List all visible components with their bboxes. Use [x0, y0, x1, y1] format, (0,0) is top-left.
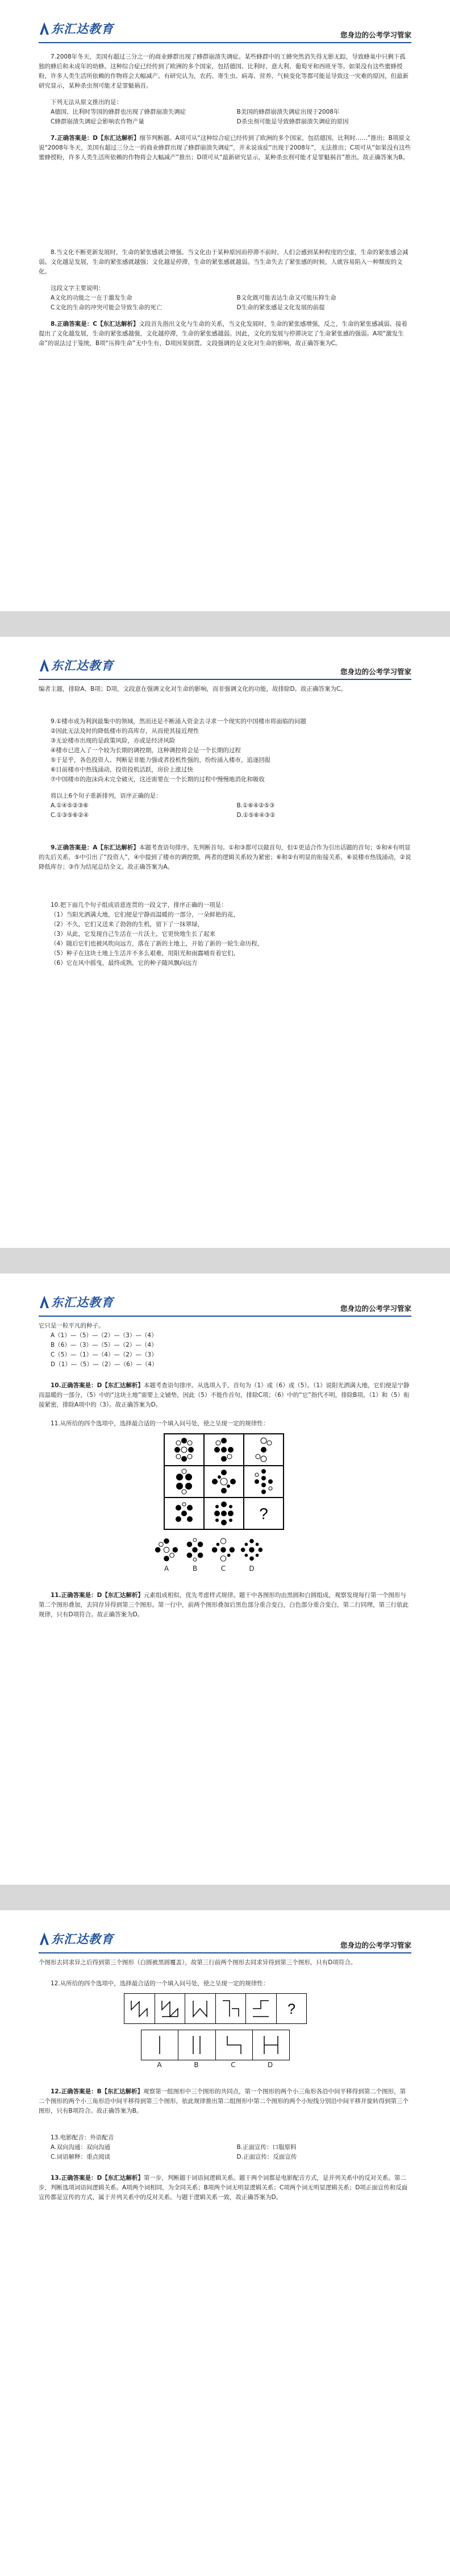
q9-answer-label: 9.正确答案是：A【东汇达解析】: [51, 844, 139, 851]
q10-answer-label: 10.正确答案是：D【东汇达解析】: [51, 1382, 144, 1389]
q12-option-figure: [141, 2030, 178, 2060]
q9-item: ⑥目前楼市中热钱涌动，投资投机活跃，房价上涨过快: [51, 766, 193, 773]
q12-cell: [185, 1994, 216, 2023]
page-header: [39, 653, 411, 680]
q11-label-b: B: [192, 1565, 198, 1573]
logo: [39, 1293, 114, 1311]
circles-pattern-icon: [239, 1537, 265, 1563]
q11-option-figure: [181, 1536, 209, 1564]
logo: [39, 19, 114, 38]
q9-item: ③无论楼市出现的是政策风险，亦或是经济风险: [51, 737, 176, 744]
q9-explanation: 本题考查语句排序。先判断首句。①和③都可以做首句，但①更适合作为引出话题的首句；⑤和④有明显的先后关系，⑤中引出了“投资人”，④中提到了楼市的调控期，两者的逻辑关系较为紧密；⑥和②有明显的衔接关系，⑥说楼市热钱涌动，②说降低库存；③作为结尾总结全文。故正确答案为A。: [39, 844, 411, 870]
line-shape-icon: [260, 2034, 282, 2056]
q9-item: ④楼市已进入了一个较为长期的调控期，这种调控将会是一个长期的过程: [51, 747, 241, 754]
q10-option-b: B（6）—（3）—（5）—（2）—（4）: [51, 1342, 157, 1349]
q12-explanation: 观察第一组图形中三个图形的共同点，第一个图形的两个小三角形各沿中间平移得到第二个图形，第二个图形的两个小三角形沿中间平移得到第三个图形，依此规律推出第二组图形中第二个图形的两个小短线分别沿中间平移并旋转得到第三个图形，只有B项符合。故正确答案为B。: [39, 2088, 409, 2114]
q11-cell: [164, 1434, 204, 1466]
q9-question: 将以上6个句子重新排列，语序正确的是：: [51, 793, 162, 799]
q11-label-c: C: [220, 1565, 226, 1573]
circles-pattern-icon: [210, 1500, 238, 1527]
q12-figure-row: [124, 1993, 307, 2024]
line-shape-icon: [223, 2034, 245, 2056]
q11-option-figures: [152, 1536, 411, 1564]
q12-label-b: B: [194, 2061, 199, 2069]
q11-cell: [204, 1498, 244, 1529]
q12-option-figure: [178, 2030, 215, 2060]
q10-option-c: C（5）—（1）—（4）—（2）—（3）: [51, 1351, 157, 1358]
q10-item: （2）不久，它们又送来了勃勃的生机，留下了一抹翠绿，: [51, 921, 204, 928]
q9-text: 9.①楼市成为利润最集中的领域，然而还是不断涌入资金去寻求一个现实的中国楼市将面临的问题: [51, 718, 306, 725]
q7-option-d: D杀虫剂可能是导致蜂群崩溃失调症的原因: [236, 118, 349, 125]
circles-pattern-icon: [170, 1436, 198, 1463]
document-page-1: [0, 0, 450, 611]
circles-pattern-icon: [210, 1468, 238, 1495]
line-shape-icon: [249, 1997, 272, 2020]
carry-text: 它只是一粒平凡的种子。: [39, 1322, 105, 1329]
page-header: [39, 1289, 411, 1317]
header-slogan: 您身边的公考学习管家: [340, 1941, 411, 1949]
q9-item: ⑤于是乎，各色投资人、判断是非能力强或者投机性强的，纷纷涌入楼市，追逐回报: [51, 757, 271, 764]
q9-item: ②因此无法及时的降低楼市的高库存，从而使其接近理性: [51, 728, 199, 735]
q8-text: 8.当文化不断更新发展时，生命的紧张感就会增强。当文化由于某种原因而停滞不前时，人们会感到某种程度的空虚，生命的紧张感会减弱。文化越是发展，生命的紧张感就越强；文化越是停滞，生命的紧张感就越弱。当生命失去了紧张感的时候，人就容易陷入一种颓废的文化。: [39, 249, 409, 275]
header-slogan: 您身边的公考学习管家: [340, 667, 411, 676]
document-page-4: [0, 1910, 450, 2576]
q8-answer-label: 8.正确答案是：C【东汇达解析】: [51, 321, 139, 327]
q11-option-figure: [152, 1536, 181, 1564]
q13-text: 13.电影配音：外语配音: [51, 2134, 114, 2141]
logo: [39, 1930, 114, 1948]
q13-options: [39, 2143, 411, 2162]
q12-answer: [39, 2087, 411, 2116]
logo-text: 东汇达教育: [51, 1295, 114, 1309]
line-shape-icon: [189, 1997, 211, 2020]
q9-item: ⑦中国楼市的泡沫尚未完全破灭，这还需要在一个长期的过程中慢慢地消化和吸收: [51, 776, 265, 783]
circles-pattern-icon: [170, 1500, 198, 1527]
q10-answer: [39, 1381, 411, 1410]
q9-option-c: C.①③⑤⑥②④: [51, 812, 89, 819]
header-slogan: 您身边的公考学习管家: [340, 1304, 411, 1313]
q10-item: （6）它在风中摇曳，最终成熟，它的种子随风飘向远方: [51, 960, 198, 966]
page-header: [39, 16, 411, 43]
circles-pattern-icon: [153, 1537, 180, 1563]
q8-option-d: D生命的紧张感是文化发展的前提: [236, 304, 325, 311]
q12-option-figure: [216, 2030, 253, 2060]
document-page-3: [0, 1274, 450, 1885]
q7-explanation: 细节判断题。A项可从“这种综合症已经传到了欧洲的多个国家，包括德国、比利时……”推出；B项原文说“2008年冬天，美国有超过三分之一的商业蜂群出现了蜂群崩溃失调症”，并未说该症“出现于2008年”，无法推出；C项可从“如果没有这些蜜蜂授粉，许多人类生活所依赖的作物将会大幅减产”推出；D项可从“最新研究显示，某种杀虫剂可能才是罪魁祸首”推出。故正确答案为B。: [39, 135, 411, 161]
q7-text: 7.2008年冬天，美国有超过三分之一的商业蜂群出现了蜂群崩溃失调症。某些蜂群中的工蜂突然消失得无影无踪，导致蜂巢中只剩下孤独的蜂后和未成年的幼蜂。这种综合症已经传到了欧洲的多个国家，包括德国、比利时、意大利、葡萄牙和西班牙等。如果没有这些蜜蜂授粉，许多人类生活所依赖的作物将会大幅减产。有研究认为，农药、寄生虫、病毒、营养、气候变化等都可能是导致这一灾难的原因，但最新研究显示，某种杀虫剂可能才是罪魁祸首。: [39, 53, 409, 89]
q10-options: [39, 1331, 411, 1370]
q7-answer: [39, 134, 411, 163]
q12-cell: [155, 1994, 186, 2023]
circles-pattern-icon: [250, 1436, 277, 1463]
q11-cell: [204, 1434, 244, 1466]
q7-options: [39, 107, 411, 127]
q10-item: （4）随后它们也被风吹向远方，落在了新的土地上，开始了新的一轮生命历程，: [51, 940, 264, 947]
line-shape-icon: [185, 2034, 208, 2056]
q11-figure-grid: [164, 1433, 284, 1530]
circles-pattern-icon: [250, 1468, 277, 1495]
q12-option-figure: [253, 2030, 289, 2060]
q10-option-a: A（1）—（5）—（2）—（3）—（4）: [51, 1332, 157, 1339]
q13-option-a: A.双向沟通：双向沟通: [51, 2144, 110, 2151]
q12-label-c: C: [231, 2061, 236, 2069]
carry-text: 编者主题，排除A、B项；D项，文段意在强调文化对生命的影响，而非强调文化的功能，故排除D。故正确答案为C。: [39, 686, 347, 692]
line-shape-icon: [128, 1997, 151, 2020]
q7-answer-label: 7.正确答案是：D【东汇达解析】: [51, 135, 140, 142]
q7-question: 下列无法从原文推出的是：: [51, 99, 122, 106]
q8-option-b: B文化既可能表达生命又可能压抑生命: [236, 294, 336, 301]
q7-option-a: A德国、比利时等国的蜂群也出现了蜂群崩溃失调症: [51, 109, 186, 115]
q9-answer: [39, 843, 411, 872]
q11-answer: [39, 1591, 411, 1620]
q9-options: [39, 801, 411, 820]
q11-option-figure: [209, 1536, 238, 1564]
q13-answer-label: 13.正确答案是：D【东汇达解析】: [51, 2175, 144, 2181]
q12-option-figures: [141, 2030, 290, 2060]
q8-option-a: A文化的功能之一在于激发生命: [51, 294, 132, 301]
q9-option-b: B.①⑥④②⑤③: [236, 802, 275, 809]
q10-text: 10.把下面几个句子组成语意连贯的一段文字，排序正确的一项是：: [51, 902, 227, 909]
q11-explanation: 元素组成相似，优先考虑样式规律。题干中各图形均由黑圆和白圆组成，观察发现每行第一个图形与第二个图形叠加，去同存异得到第三个图形。第一行中，前两个图形叠加后黑色部分重合变白，白色部分重合变白，第二行同理，第三行依此规律，只有D项符合。故正确答案为D。: [39, 1592, 409, 1618]
q11-cell: [244, 1434, 284, 1466]
q11-question-cell: [244, 1498, 284, 1529]
q8-answer: [39, 320, 411, 349]
q7-option-c: C蜂群崩溃失调症会影响农作物产量: [51, 118, 144, 125]
q7-option-b: B美国的蜂群崩溃失调症出现于2008年: [236, 109, 340, 115]
circles-pattern-icon: [182, 1537, 208, 1563]
q11-label-d: D: [249, 1565, 255, 1573]
logo-icon: [39, 658, 50, 673]
logo-text: 东汇达教育: [51, 658, 114, 673]
q10-item: （5）种子在这块土地上生活并不多么艰难，用阳光和雨露哺育着它们，: [51, 950, 240, 957]
question-mark-icon: [281, 1998, 302, 2019]
q11-answer-label: 11.正确答案是：D【东汇达解析】: [51, 1592, 144, 1599]
document-page-2: [0, 637, 450, 1248]
q12-text: 12.从所给的四个选项中，选择最合适的一个填入问号处，使之呈现一定的规律性：: [51, 1980, 269, 1987]
page-header: [39, 1926, 411, 1953]
q8-question: 这段文字主要说明：: [51, 285, 105, 292]
q10-explanation: 本题考查语句排序。从选项入手，首句为（1）或（6）或（5）。（1）说阳光洒满大地，它们便是宁静而温暖的一部分，（5）中的“这块土地”需要上文铺垫，因此（5）不能作首句，排除C项；（6）中的“它”指代不明，排除B项。（1）和（5）衔接紧密，排除A项中的（3）。故正确答案为D。: [39, 1382, 410, 1408]
svg-text:?: ?: [287, 2001, 295, 2017]
q8-explanation: 文段首先指出文化与生命的关系，当文化发展时，生命的紧张感增强，反之，生命的紧张感减弱。接着提出了文化越发展，生命的紧张感越强，文化越停滞，生命的紧张感越弱。因此，文化的发展与停滞决定了生命紧张感的强弱。A项“激发生命”的说法过于笼统，B项“压抑生命”无中生有，D项因果倒置。文段强调的是文化对生命的影响，故正确答案为C。: [39, 321, 407, 347]
q13-answer: [39, 2173, 411, 2202]
question-mark-icon: [252, 1502, 275, 1525]
logo-text: 东汇达教育: [51, 1932, 114, 1946]
q10-option-d: D（1）—（5）—（2）—（6）—（4）: [51, 1361, 158, 1368]
q13-option-c: C.词语解释：重点阅读: [51, 2154, 111, 2160]
circles-pattern-icon: [170, 1468, 198, 1495]
circles-pattern-icon: [210, 1436, 238, 1463]
header-slogan: 您身边的公考学习管家: [340, 31, 411, 39]
line-shape-icon: [148, 2034, 171, 2056]
q11-option-figure: [238, 1536, 266, 1564]
q12-cell: [216, 1994, 247, 2023]
q9-option-a: A.①④⑤②③⑥: [51, 802, 89, 809]
q11-cell: [244, 1466, 284, 1498]
q8-options: [39, 293, 411, 313]
q11-label-a: A: [164, 1565, 169, 1573]
q10-item: （1）当阳光洒满大地，它们便是宁静而温暖的一部分，一朵鲜艳的花，: [51, 911, 240, 918]
q12-question-cell: [277, 1994, 307, 2023]
logo-icon: [39, 1295, 50, 1309]
q13-option-b: B.正面宣传：口服原料: [236, 2144, 297, 2151]
q11-text: 11.从所给的四个选项中，选择最合适的一个填入问号处，使之呈现一定的规律性：: [51, 1420, 269, 1427]
line-shape-icon: [219, 1997, 242, 2020]
line-shape-icon: [159, 1997, 181, 2020]
logo-text: 东汇达教育: [51, 22, 114, 36]
carry-text: 个图形去同求异之后得到第三个图形（白圆被黑圆覆盖），故第三行前两个图形去同求异得到第三个图形，只有D项符合。: [39, 1959, 357, 1966]
q13-explanation: 第一步，判断题干词语间逻辑关系。题干两个词都是电影配音方式，是并列关系中的反对关系。第二步，判断选项词语间逻辑关系。A项两个词相同，为全同关系；B项两个词无明显逻辑关系；C项两个词无明显逻辑关系；D项正面宣传和反面宣传都是宣传的方式，属于并列关系中的反对关系。与题干逻辑关系一致，故正确答案为D。: [39, 2175, 408, 2201]
q8-option-c: C文化的生命的冲突可能会导致生命的死亡: [51, 304, 163, 311]
q13-option-d: D.正面宣传：反面宣传: [236, 2154, 297, 2160]
q11-cell: [204, 1466, 244, 1498]
q10-item: （3）从此，它发现自己生活在一片沃土，它更快地生长了起来: [51, 931, 216, 938]
logo-icon: [39, 21, 50, 36]
q12-label-d: D: [267, 2061, 273, 2069]
q12-cell: [246, 1994, 277, 2023]
q11-cell: [164, 1498, 204, 1529]
q11-cell: [164, 1466, 204, 1498]
q12-option-labels: [141, 2060, 289, 2070]
logo-icon: [39, 1931, 50, 1946]
q12-label-a: A: [157, 2061, 162, 2069]
q12-answer-label: 12.正确答案是：B【东汇达解析】: [51, 2088, 144, 2095]
q12-cell: [124, 1994, 155, 2023]
q9-option-d: D.①⑤⑥④③②: [236, 812, 276, 819]
q11-option-labels: [152, 1564, 411, 1574]
logo: [39, 656, 114, 674]
circles-pattern-icon: [210, 1537, 236, 1563]
svg-text:?: ?: [259, 1505, 268, 1523]
